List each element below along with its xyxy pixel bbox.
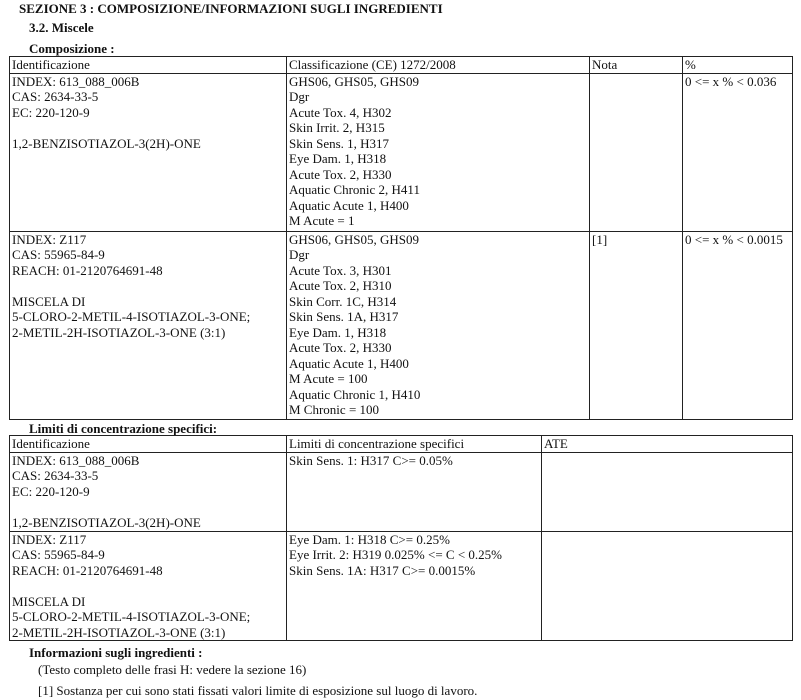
table-row: [10, 73, 793, 231]
col-header-note: Nota: [590, 57, 683, 74]
limits-line: Eye Dam. 1: H318 C>= 0.25%: [289, 531, 450, 547]
col-header-ate: ATE: [542, 436, 793, 453]
identification-line: 2-METIL-2H-ISOTIAZOL-3-ONE (3:1): [12, 624, 226, 640]
classification-line: Eye Dam. 1, H318: [289, 151, 387, 166]
ingredients-info-title: Informazioni sugli ingredienti :: [29, 645, 203, 660]
identification-line: CAS: 55965-84-9: [12, 247, 105, 262]
col-header-percent: %: [683, 57, 793, 74]
identification-line: MISCELA DI: [12, 293, 86, 309]
classification-line: M Acute = 100: [289, 371, 368, 386]
note-cell: [590, 73, 683, 231]
classification-line: Acute Tox. 3, H301: [289, 262, 392, 278]
identification-line: MISCELA DI: [12, 593, 86, 609]
identification-cell: [10, 73, 287, 231]
col-header-limits: Limiti di concentrazione specifici: [287, 436, 542, 453]
classification-line: Acute Tox. 2, H330: [289, 340, 392, 355]
limits-cell: [287, 452, 542, 531]
identification-line: REACH: 01-2120764691-48: [12, 562, 163, 578]
limits-header-row: [10, 436, 793, 453]
classification-line: Skin Irrit. 2, H315: [289, 120, 385, 135]
composition-title: Composizione :: [29, 41, 115, 56]
classification-line: Dgr: [289, 247, 310, 262]
identification-line: [12, 578, 284, 594]
limits-line: Skin Sens. 1: H317 C>= 0.05%: [289, 452, 453, 468]
identification-line: [12, 499, 284, 515]
col-header-identification: Identificazione: [10, 436, 287, 453]
classification-line: Aquatic Chronic 1, H410: [289, 386, 421, 402]
col-header-classification: Classificazione (CE) 1272/2008: [287, 57, 590, 74]
identification-line: INDEX: 613_088_006B: [12, 73, 140, 89]
identification-line: EC: 220-120-9: [12, 483, 90, 499]
classification-line: Skin Corr. 1C, H314: [289, 293, 397, 309]
classification-line: GHS06, GHS05, GHS09: [289, 73, 420, 89]
classification-line: Dgr: [289, 89, 310, 104]
identification-cell: [10, 452, 287, 531]
classification-line: Aquatic Acute 1, H400: [289, 197, 409, 213]
ate-cell: [542, 452, 793, 531]
classification-line: GHS06, GHS05, GHS09: [289, 231, 420, 247]
limits-title: Limiti di concentrazione specifici:: [29, 421, 218, 436]
col-header-identification: Identificazione: [10, 57, 287, 74]
identification-line: [12, 278, 284, 294]
classification-line: Acute Tox. 4, H302: [289, 104, 392, 120]
classification-line: Eye Dam. 1, H318: [289, 324, 387, 340]
classification-cell: [287, 231, 590, 419]
composition-table: [9, 56, 793, 420]
identification-line: CAS: 2634-33-5: [12, 89, 99, 104]
ingredients-note: [1] Sostanza per cui sono stati fissati valori limite di esposizione sul luogo di lavoro.: [38, 683, 478, 698]
limits-table: [9, 435, 793, 641]
limits-line: Eye Irrit. 2: H319 0.025% <= C < 0.25%: [289, 547, 502, 562]
identification-line: 5-CLORO-2-METIL-4-ISOTIAZOL-3-ONE;: [12, 609, 251, 624]
table-row: [10, 531, 793, 641]
identification-line: 5-CLORO-2-METIL-4-ISOTIAZOL-3-ONE;: [12, 309, 251, 324]
table-row: [10, 231, 793, 419]
ate-cell: [542, 531, 793, 641]
table-row: [10, 452, 793, 531]
identification-line: INDEX: 613_088_006B: [12, 452, 140, 468]
composition-header-row: [10, 57, 793, 74]
percent-cell: 0 <= x % < 0.0015: [683, 231, 793, 419]
classification-line: Skin Sens. 1, H317: [289, 135, 390, 151]
identification-line: INDEX: Z117: [12, 231, 87, 247]
identification-cell: [10, 231, 287, 419]
identification-line: [12, 120, 284, 136]
identification-line: REACH: 01-2120764691-48: [12, 262, 163, 278]
classification-line: Skin Sens. 1A, H317: [289, 309, 399, 324]
section-title: SEZIONE 3 : COMPOSIZIONE/INFORMAZIONI SUGLI INGREDIENTI: [19, 1, 443, 16]
classification-line: Acute Tox. 2, H330: [289, 166, 392, 182]
identification-cell: [10, 531, 287, 641]
classification-cell: [287, 73, 590, 231]
identification-line: CAS: 2634-33-5: [12, 468, 99, 483]
identification-line: EC: 220-120-9: [12, 104, 90, 120]
limits-line: Skin Sens. 1A: H317 C>= 0.0015%: [289, 562, 476, 578]
classification-line: Aquatic Acute 1, H400: [289, 355, 409, 371]
classification-line: Aquatic Chronic 2, H411: [289, 182, 420, 197]
identification-line: CAS: 55965-84-9: [12, 547, 105, 562]
identification-line: 1,2-BENZISOTIAZOL-3(2H)-ONE: [12, 514, 201, 530]
identification-line: 1,2-BENZISOTIAZOL-3(2H)-ONE: [12, 135, 201, 151]
classification-line: M Chronic = 100: [289, 402, 380, 417]
percent-cell: 0 <= x % < 0.036: [683, 73, 793, 231]
ingredients-note: (Testo completo delle frasi H: vedere la sezione 16): [38, 662, 307, 677]
classification-line: M Acute = 1: [289, 213, 355, 228]
subsection-title: 3.2. Miscele: [29, 20, 94, 35]
limits-cell: [287, 531, 542, 641]
note-cell: [1]: [590, 231, 683, 419]
identification-line: 2-METIL-2H-ISOTIAZOL-3-ONE (3:1): [12, 324, 226, 340]
identification-line: INDEX: Z117: [12, 531, 87, 547]
classification-line: Acute Tox. 2, H310: [289, 278, 392, 293]
